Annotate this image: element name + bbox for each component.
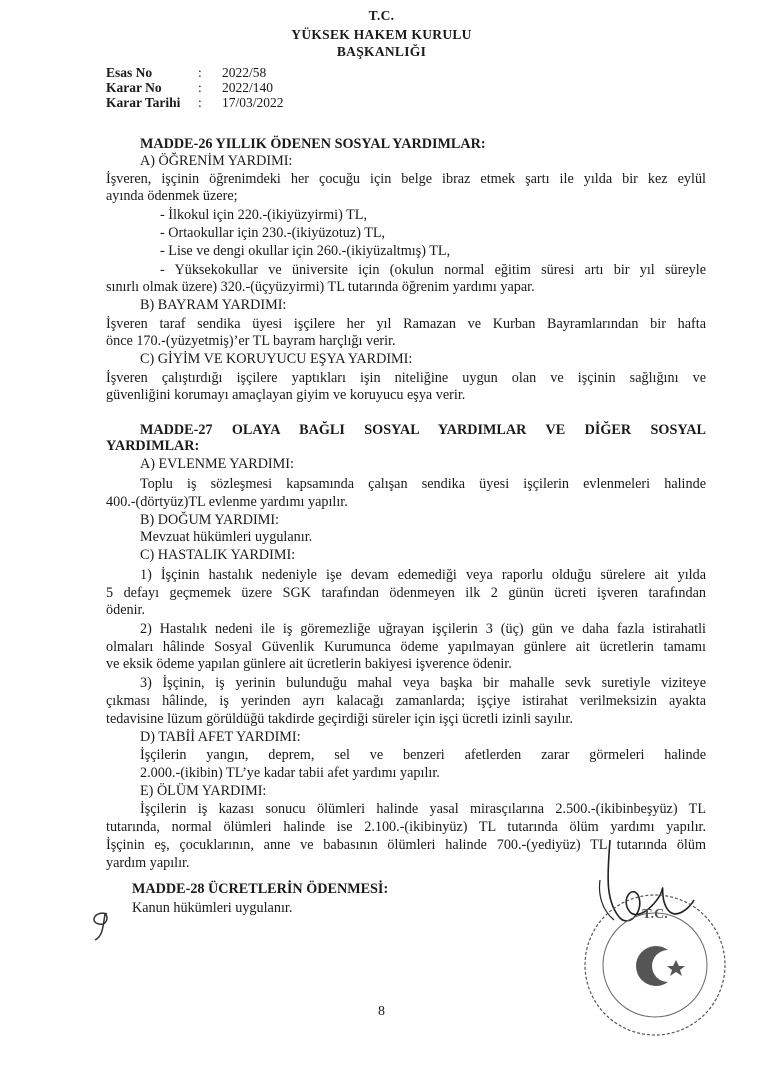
paragraph-line: İşçinin eş, çocuklarının, anne ve babasının ölümleri halinde 700.-(yediyüz) TL tutarında ölüm bbox=[106, 837, 706, 853]
paragraph-line: İşveren taraf sendika üyesi işçilere her yıl Ramazan ve Kurban Bayramlarından bir hafta bbox=[106, 316, 706, 332]
subheading: E) ÖLÜM YARDIMI: bbox=[140, 783, 267, 799]
header-tc: T.C. bbox=[368, 8, 395, 23]
article-28-heading: MADDE-28 ÜCRETLERİN ÖDENMESİ: bbox=[132, 881, 389, 897]
meta-label: Esas No bbox=[106, 65, 153, 80]
meta-row-tarih bbox=[106, 95, 284, 110]
handwritten-initial bbox=[85, 906, 125, 946]
meta-sep: : bbox=[198, 80, 202, 95]
paragraph-line: yardım yapılır. bbox=[106, 855, 190, 871]
meta-value: 2022/58 bbox=[222, 65, 267, 80]
paragraph-line: tedavisine lüzum görüldüğü takdirde geçirdiği süreler için işçi ücretli izinli sayılır. bbox=[106, 711, 573, 727]
meta-value: 17/03/2022 bbox=[222, 95, 284, 110]
meta-row-karar bbox=[106, 80, 284, 95]
paragraph-line: tutarında, normal ölümleri halinde ise 2.100.-(ikibinyüz) TL tutarında ölüm yardımı yapılır. bbox=[106, 819, 706, 835]
list-item: - İlkokul için 220.-(ikiyüzyirmi) TL, bbox=[160, 207, 367, 223]
paragraph-line: ödenir. bbox=[106, 602, 146, 618]
paragraph-line: İşveren çalıştırdığı işçilere yaptıkları işin niteliğine uygun olan ve işçinin sağlığını ve bbox=[106, 370, 706, 386]
paragraph-line: 400.-(dörtyüz)TL evlenme yardımı yapılır. bbox=[106, 494, 348, 510]
subheading: A) ÖĞRENİM YARDIMI: bbox=[140, 153, 293, 169]
paragraph-line: 1) İşçinin hastalık nedeniyle işe devam edemediği veya raporlu olduğu sürelere ait yılda bbox=[140, 567, 706, 583]
paragraph-line: Mevzuat hükümleri uygulanır. bbox=[140, 529, 313, 545]
header-institution: YÜKSEK HAKEM KURULU bbox=[291, 27, 472, 42]
paragraph-line: ayında ödenmek üzere; bbox=[106, 188, 238, 204]
meta-sep: : bbox=[198, 65, 202, 80]
paragraph-line: 2) Hastalık nedeni ile iş göremezliğe uğrayan işçilerin 3 (üç) gün ve daha fazla istirahatli bbox=[140, 621, 706, 637]
list-item: - Ortaokullar için 230.-(ikiyüzotuz) TL, bbox=[160, 225, 386, 241]
paragraph-line: Toplu iş sözleşmesi kapsamında çalışan sendika üyesi işçilerin evlenmeleri halinde bbox=[140, 476, 706, 492]
paragraph-line: önce 170.-(yüzyetmiş)’er TL bayram harçlığı verir. bbox=[106, 333, 396, 349]
list-item: - Yüksekokullar ve üniversite için (okulun normal eğitim süresi artı bir yıl süreyle bbox=[160, 262, 706, 278]
paragraph-line: Kanun hükümleri uygulanır. bbox=[132, 900, 293, 916]
paragraph-line: 2.000.-(ikibin) TL’ye kadar tabii afet yardımı yapılır. bbox=[140, 765, 440, 781]
stamp-text: T.C. bbox=[642, 907, 668, 922]
paragraph-line: 3) İşçinin, iş yerinin bulunduğu mahal veya başka bir mahalle sevk suretiyle viziteye bbox=[140, 675, 706, 691]
paragraph-line: çıkması hâlinde, iş yerinden ayrı kalacağı zamanlarda; işçiye istirahat verilmeksizin ayakta bbox=[106, 693, 706, 709]
case-meta bbox=[106, 65, 284, 110]
subheading: C) GİYİM VE KORUYUCU EŞYA YARDIMI: bbox=[140, 351, 413, 367]
meta-label: Karar Tarihi bbox=[106, 95, 181, 110]
paragraph-line: İşçilerin yangın, deprem, sel ve benzeri afetlerden zarar görmeleri halinde bbox=[140, 747, 706, 763]
paragraph-line: İşçilerin iş kazası sonucu ölümleri halinde yasal mirasçılarına 2.500.-(ikibinbeşyüz) TL bbox=[140, 801, 706, 817]
list-item: - Lise ve dengi okullar için 260.-(ikiyüzaltmış) TL, bbox=[160, 243, 451, 259]
article-27-heading-cont: YARDIMLAR: bbox=[106, 438, 200, 454]
article-26-heading: MADDE-26 YILLIK ÖDENEN SOSYAL YARDIMLAR: bbox=[140, 136, 486, 152]
paragraph-line: sınırlı olmak üzere) 320.-(üçyüzyirmi) TL tutarında öğrenim yardımı yapar. bbox=[106, 279, 535, 295]
meta-sep: : bbox=[198, 95, 202, 110]
subheading: B) BAYRAM YARDIMI: bbox=[140, 297, 287, 313]
paragraph-line: 5 defayı geçmemek üzere SGK tarafından ödenmeyen ilk 2 günün ücreti işveren tarafından bbox=[106, 585, 706, 601]
subheading: B) DOĞUM YARDIMI: bbox=[140, 512, 279, 528]
paragraph-line: ve eksik ödeme yapılan günlere ait ücretlerin bakiyesi işverence ödenir. bbox=[106, 656, 512, 672]
subheading: C) HASTALIK YARDIMI: bbox=[140, 547, 296, 563]
paragraph-line: olmaları hâlinde Sosyal Güvenlik Kurumunca ödeme yapılmayan günlere ait ücretlerin tamamı bbox=[106, 639, 706, 655]
meta-row-esas bbox=[106, 65, 284, 80]
page-number: 8 bbox=[378, 1004, 385, 1019]
meta-label: Karar No bbox=[106, 80, 162, 95]
meta-value: 2022/140 bbox=[222, 80, 274, 95]
subheading: A) EVLENME YARDIMI: bbox=[140, 456, 294, 472]
header-department: BAŞKANLIĞI bbox=[336, 44, 427, 59]
paragraph-line: güvenliğini korumayı amaçlayan giyim ve koruyucu eşya verir. bbox=[106, 387, 466, 403]
paragraph-line: İşveren, işçinin öğrenimdeki her çocuğu için belge ibraz etmek şartı ile yılda bir kez eylül bbox=[106, 171, 706, 187]
article-27-heading: MADDE-27 OLAYA BAĞLI SOSYAL YARDIMLAR VE DİĞER SOSYAL bbox=[140, 422, 706, 438]
subheading: D) TABİİ AFET YARDIMI: bbox=[140, 729, 301, 745]
